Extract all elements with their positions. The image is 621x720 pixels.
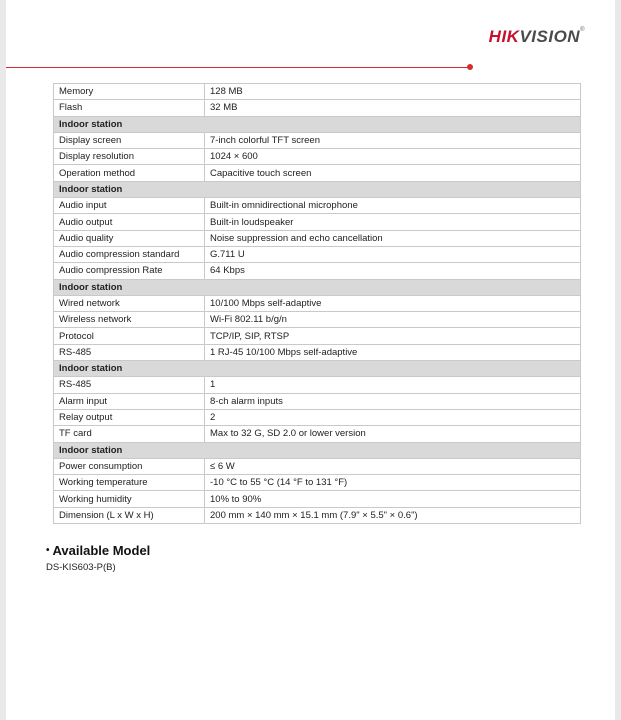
spec-row bbox=[54, 149, 581, 165]
spec-label: TF card bbox=[54, 426, 205, 442]
spec-label: Flash bbox=[54, 100, 205, 116]
section-header-row bbox=[54, 442, 581, 458]
spec-value: 8-ch alarm inputs bbox=[205, 393, 581, 409]
spec-label: Wired network bbox=[54, 295, 205, 311]
spec-value: Max to 32 G, SD 2.0 or lower version bbox=[205, 426, 581, 442]
section-header-label: Indoor station bbox=[54, 361, 581, 377]
spec-label: Audio input bbox=[54, 198, 205, 214]
spec-value: ≤ 6 W bbox=[205, 458, 581, 474]
section-header-row bbox=[54, 181, 581, 197]
spec-value: 10% to 90% bbox=[205, 491, 581, 507]
spec-label: RS-485 bbox=[54, 377, 205, 393]
section-header-label: Indoor station bbox=[54, 181, 581, 197]
spec-label: Dimension (L x W x H) bbox=[54, 507, 205, 523]
spec-row bbox=[54, 475, 581, 491]
spec-value: Wi-Fi 802.11 b/g/n bbox=[205, 312, 581, 328]
spec-row bbox=[54, 246, 581, 262]
spec-value: 1 bbox=[205, 377, 581, 393]
section-header-row bbox=[54, 361, 581, 377]
spec-value: G.711 U bbox=[205, 246, 581, 262]
spec-label: Working temperature bbox=[54, 475, 205, 491]
spec-row bbox=[54, 295, 581, 311]
spec-label: Display resolution bbox=[54, 149, 205, 165]
spec-label: Power consumption bbox=[54, 458, 205, 474]
specification-table bbox=[53, 83, 581, 524]
spec-value: 200 mm × 140 mm × 15.1 mm (7.9" × 5.5" × 0.6") bbox=[205, 507, 581, 523]
spec-label: Alarm input bbox=[54, 393, 205, 409]
section-header-label: Indoor station bbox=[54, 279, 581, 295]
spec-value: 64 Kbps bbox=[205, 263, 581, 279]
logo-text-gray: VISION bbox=[519, 27, 581, 46]
spec-row bbox=[54, 230, 581, 246]
section-header-label: Indoor station bbox=[54, 442, 581, 458]
spec-row bbox=[54, 426, 581, 442]
available-model-heading bbox=[46, 543, 150, 558]
header-divider-dot bbox=[467, 64, 473, 70]
spec-value: Built-in loudspeaker bbox=[205, 214, 581, 230]
spec-label: Relay output bbox=[54, 409, 205, 425]
spec-value: Capacitive touch screen bbox=[205, 165, 581, 181]
spec-value: Noise suppression and echo cancellation bbox=[205, 230, 581, 246]
document-page bbox=[6, 0, 615, 720]
spec-row bbox=[54, 132, 581, 148]
section-header-label: Indoor station bbox=[54, 116, 581, 132]
header-divider-line bbox=[6, 67, 468, 68]
spec-value: 128 MB bbox=[205, 84, 581, 100]
spec-value: TCP/IP, SIP, RTSP bbox=[205, 328, 581, 344]
spec-row bbox=[54, 328, 581, 344]
spec-row bbox=[54, 393, 581, 409]
spec-row bbox=[54, 165, 581, 181]
spec-label: Protocol bbox=[54, 328, 205, 344]
hikvision-logo bbox=[489, 27, 585, 47]
spec-value: 2 bbox=[205, 409, 581, 425]
spec-label: Memory bbox=[54, 84, 205, 100]
logo-text-red: HIK bbox=[488, 27, 520, 46]
spec-row bbox=[54, 198, 581, 214]
spec-row bbox=[54, 214, 581, 230]
spec-label: Audio output bbox=[54, 214, 205, 230]
bullet-icon: • bbox=[46, 545, 50, 556]
registered-mark: ® bbox=[580, 27, 585, 33]
spec-row bbox=[54, 458, 581, 474]
spec-value: Built-in omnidirectional microphone bbox=[205, 198, 581, 214]
section-header-row bbox=[54, 116, 581, 132]
spec-value: 1024 × 600 bbox=[205, 149, 581, 165]
spec-value: 10/100 Mbps self-adaptive bbox=[205, 295, 581, 311]
available-model-value: DS-KIS603-P(B) bbox=[46, 562, 116, 573]
spec-label: RS-485 bbox=[54, 344, 205, 360]
spec-value: 1 RJ-45 10/100 Mbps self-adaptive bbox=[205, 344, 581, 360]
available-model-title: Available Model bbox=[52, 543, 151, 558]
spec-row bbox=[54, 409, 581, 425]
spec-row bbox=[54, 312, 581, 328]
spec-value: -10 °C to 55 °C (14 °F to 131 °F) bbox=[205, 475, 581, 491]
spec-value: 7-inch colorful TFT screen bbox=[205, 132, 581, 148]
spec-row bbox=[54, 507, 581, 523]
specification-table-body bbox=[54, 84, 581, 524]
spec-label: Audio compression standard bbox=[54, 246, 205, 262]
spec-label: Wireless network bbox=[54, 312, 205, 328]
spec-row bbox=[54, 263, 581, 279]
spec-row bbox=[54, 491, 581, 507]
spec-label: Working humidity bbox=[54, 491, 205, 507]
spec-row bbox=[54, 377, 581, 393]
spec-label: Audio quality bbox=[54, 230, 205, 246]
spec-row bbox=[54, 100, 581, 116]
spec-label: Display screen bbox=[54, 132, 205, 148]
spec-label: Operation method bbox=[54, 165, 205, 181]
spec-row bbox=[54, 344, 581, 360]
spec-value: 32 MB bbox=[205, 100, 581, 116]
spec-row bbox=[54, 84, 581, 100]
spec-label: Audio compression Rate bbox=[54, 263, 205, 279]
section-header-row bbox=[54, 279, 581, 295]
